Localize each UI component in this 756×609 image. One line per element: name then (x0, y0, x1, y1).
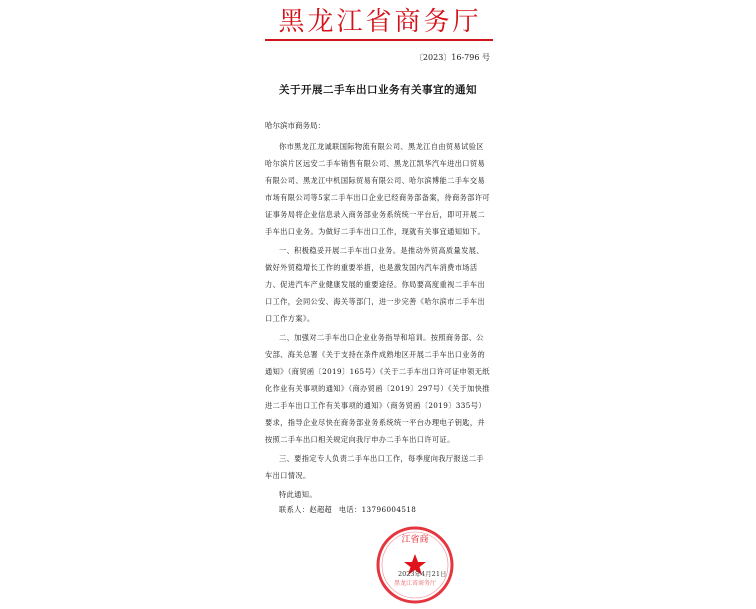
header-org-title: 黑龙江省商务厅 (278, 7, 482, 37)
svg-text:黑龙江省商务厅: 黑龙江省商务厅 (393, 580, 437, 587)
svg-text:江省商: 江省商 (401, 535, 429, 545)
paragraph-2: 二、加强对二手车出口企业业务指导和培训。按照商务部、公安部、海关总署《关于支持在条件成熟地区开展二手车出口业务的通知》（商贸函〔2019〕165号）《关于二手车出口许可证申领无纸化作业有关事项的通知》（商办贸函〔2019〕297号）《关于加快推进二手车出口工作有关事项的通知》（商务贸函〔2019〕335号）要求，指导企业尽快在商务部业务系统统一平台办理电子钥匙，并按照二手车出口相关规定向我厅申办二手车出口许可证。 (265, 333, 490, 444)
contact-phone: 电话：13796004518 (338, 505, 417, 514)
document-number: 〔2023〕16-796 号 (414, 53, 490, 62)
official-seal-stamp (375, 525, 455, 605)
closing-line: 特此通知。 (279, 490, 317, 499)
paragraph-1: 一、积极稳妥开展二手车出口业务。是推动外贸高质量发展、做好外贸稳增长工作的重要举措，也是激发国内汽车消费市场活力、促进汽车产业健康发展的重要途径。你局要高度重视二手车出口工作，会同公安、海关等部门，进一步完善《哈尔滨市二手车出口工作方案》。 (265, 246, 486, 323)
document-body (265, 138, 491, 505)
header-red-rule (265, 39, 493, 41)
document-title: 关于开展二手车出口业务有关事宜的通知 (279, 84, 477, 96)
contact-line (279, 505, 420, 515)
contact-person: 联系人：赵超超 (279, 505, 333, 514)
addressee: 哈尔滨市商务局： (265, 121, 325, 130)
seal-date: 2023年4月21日 (398, 570, 447, 578)
paragraph-3: 三、要指定专人负责二手车出口工作，每季度向我厅报送二手车出口情况。 (265, 454, 484, 480)
paragraph-intro: 你市黑龙江龙诚联国际物流有限公司、黑龙江自由贸易试验区哈尔滨片区远安二手车销售有限公司、黑龙江凯华汽车进出口贸易有限公司、黑龙江中机国际贸易有限公司、哈尔滨博能二手车交易市场有限公司等5家二手车出口企业已经商务部备案，待商务部许可证事务局将企业信息录入商务部业务系统统一平台后，即可开展二手车出口业务。为做好二手车出口工作，现就有关事宜通知如下。 (265, 142, 491, 236)
